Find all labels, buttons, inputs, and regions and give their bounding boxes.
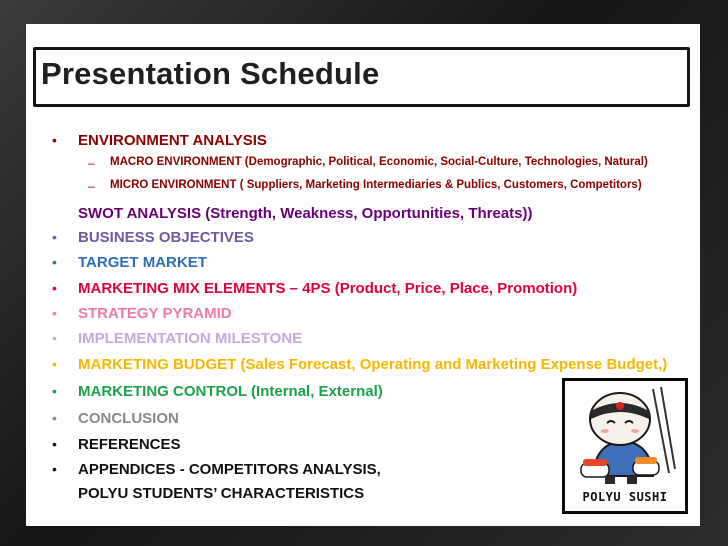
- item-target-market: TARGET MARKET: [78, 254, 207, 271]
- bullet-icon: •: [52, 436, 57, 452]
- bullet-icon: •: [52, 461, 57, 477]
- dash-icon: –: [88, 179, 95, 193]
- bullet-icon: •: [52, 330, 57, 346]
- slide-title: Presentation Schedule: [41, 56, 380, 91]
- item-macro-environment: MACRO ENVIRONMENT (Demographic, Political, Economic, Social-Culture, Technologies, Natural): [110, 156, 648, 168]
- bullet-icon: •: [52, 383, 57, 399]
- bullet-icon: •: [52, 229, 57, 245]
- item-references: REFERENCES: [78, 436, 181, 453]
- item-marketing-budget: MARKETING BUDGET (Sales Forecast, Operating and Marketing Expense Budget,): [78, 356, 668, 373]
- item-appendices: APPENDICES - COMPETITORS ANALYSIS,: [78, 461, 381, 478]
- bullet-icon: •: [52, 410, 57, 426]
- image-caption: POLYU SUSHI: [582, 490, 668, 504]
- item-environment-analysis: ENVIRONMENT ANALYSIS: [78, 132, 267, 149]
- item-marketing-mix: MARKETING MIX ELEMENTS – 4PS (Product, Price, Place, Promotion): [78, 280, 578, 297]
- bullet-icon: •: [52, 305, 57, 321]
- bullet-icon: •: [52, 132, 57, 148]
- item-marketing-control: MARKETING CONTROL (Internal, External): [78, 383, 383, 400]
- bullet-icon: •: [52, 254, 57, 270]
- dash-icon: –: [88, 156, 95, 170]
- item-conclusion: CONCLUSION: [78, 410, 179, 427]
- item-micro-environment: MICRO ENVIRONMENT ( Suppliers, Marketing Intermediaries & Publics, Customers, Competitors): [110, 179, 642, 191]
- bullet-icon: •: [52, 280, 57, 296]
- item-strategy-pyramid: STRATEGY PYRAMID: [78, 305, 232, 322]
- item-polyu-students: POLYU STUDENTS’ CHARACTERISTICS: [78, 485, 365, 502]
- item-implementation-milestone: IMPLEMENTATION MILESTONE: [78, 330, 303, 347]
- item-swot-analysis: SWOT ANALYSIS (Strength, Weakness, Opportunities, Threats)): [78, 205, 533, 222]
- bullet-icon: •: [52, 356, 57, 372]
- item-business-objectives: BUSINESS OBJECTIVES: [78, 229, 254, 246]
